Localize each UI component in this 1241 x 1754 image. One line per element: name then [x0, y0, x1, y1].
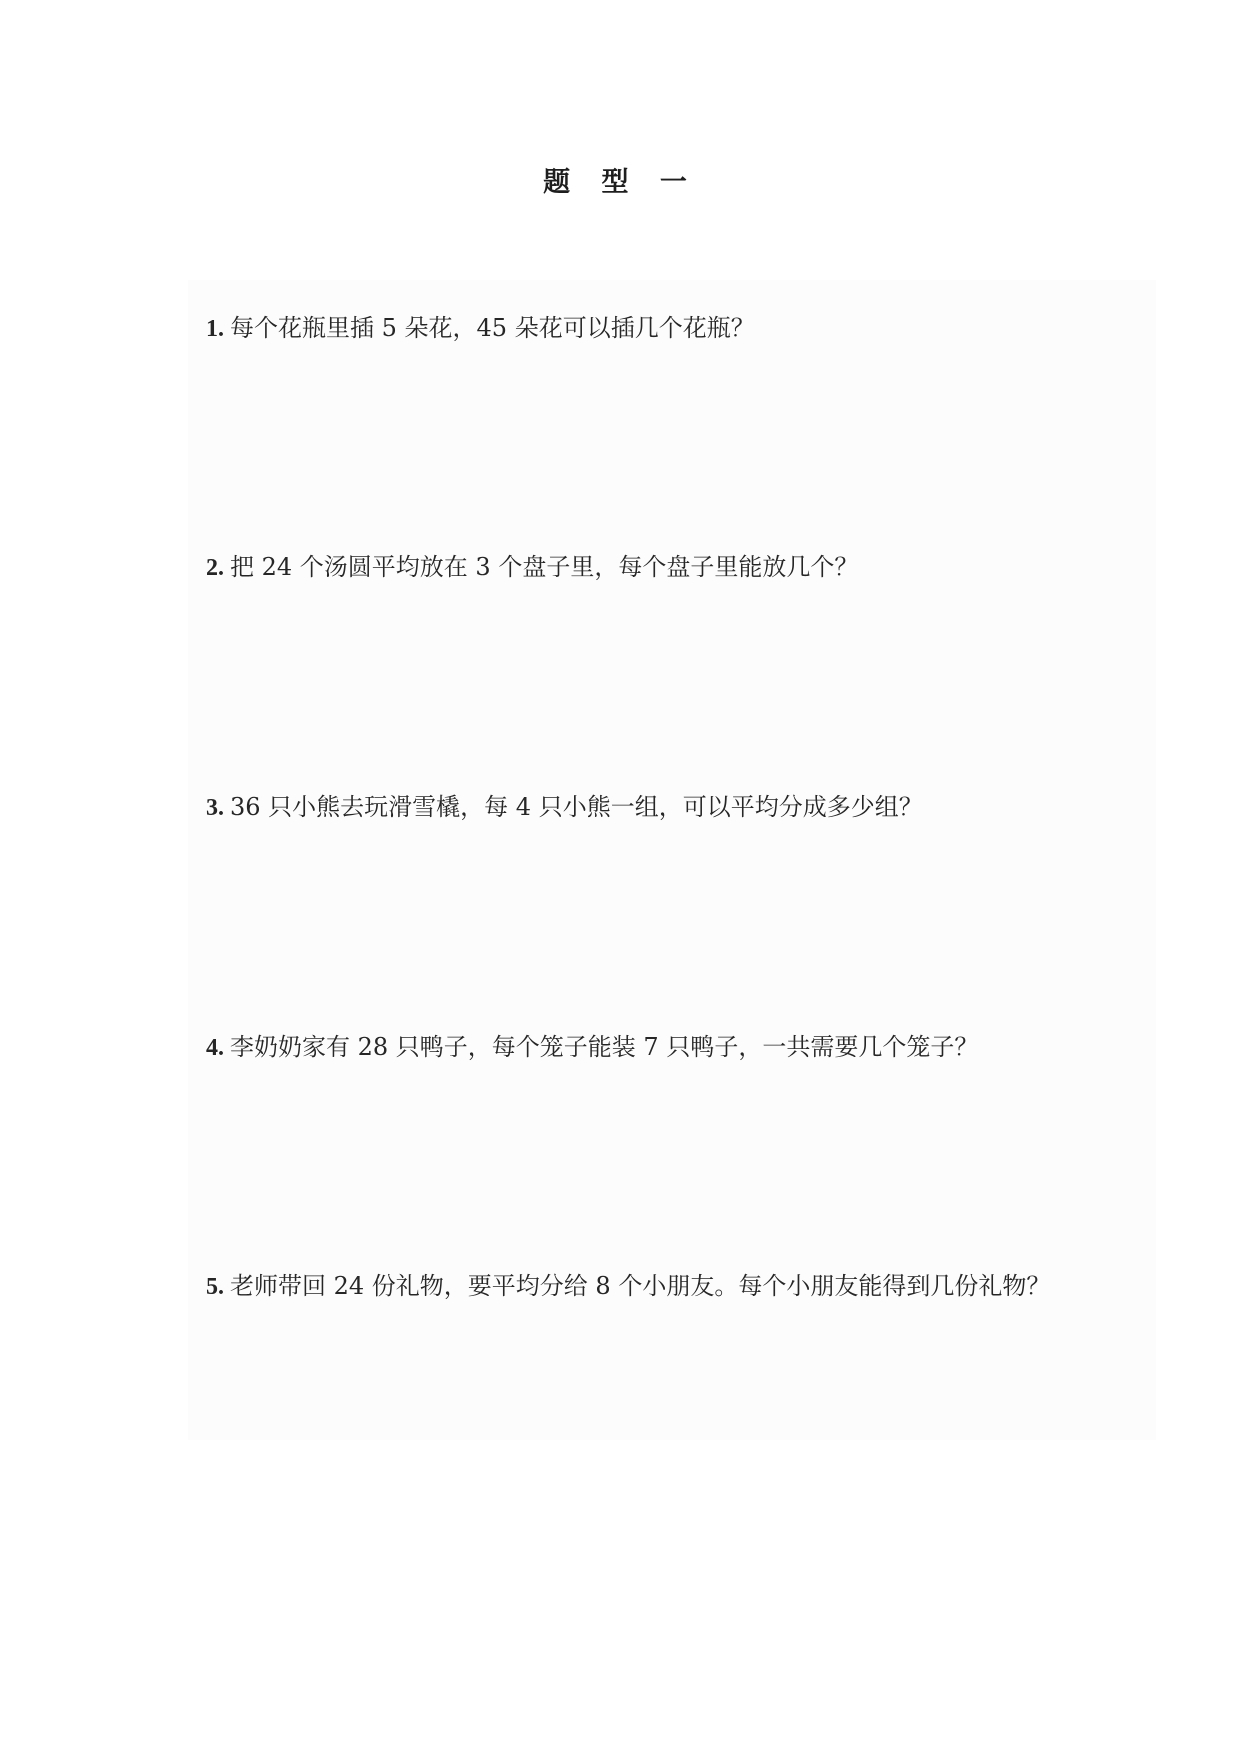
- question-2: [206, 551, 858, 584]
- question-number: 5.: [206, 1274, 224, 1300]
- question-text: 李奶奶家有 28 只鸭子，每个笼子能装 7 只鸭子，一共需要几个笼子？: [230, 1033, 979, 1061]
- answer-area: [188, 280, 1156, 1440]
- page-title: 题 型 一: [543, 167, 698, 198]
- question-5: [206, 1270, 1050, 1303]
- question-text: 老师带回 24 份礼物，要平均分给 8 个小朋友。每个小朋友能得到几份礼物？: [230, 1272, 1051, 1300]
- question-number: 3.: [206, 795, 224, 821]
- question-number: 1.: [206, 316, 224, 342]
- question-text: 每个花瓶里插 5 朵花，45 朵花可以插几个花瓶？: [230, 314, 755, 342]
- question-text: 把 24 个汤圆平均放在 3 个盘子里，每个盘子里能放几个？: [230, 553, 859, 581]
- question-number: 2.: [206, 555, 224, 581]
- question-1: [206, 312, 755, 345]
- question-number: 4.: [206, 1035, 224, 1061]
- question-3: [206, 791, 923, 824]
- question-text: 36 只小熊去玩滑雪橇，每 4 只小熊一组，可以平均分成多少组？: [230, 793, 923, 821]
- question-4: [206, 1031, 978, 1064]
